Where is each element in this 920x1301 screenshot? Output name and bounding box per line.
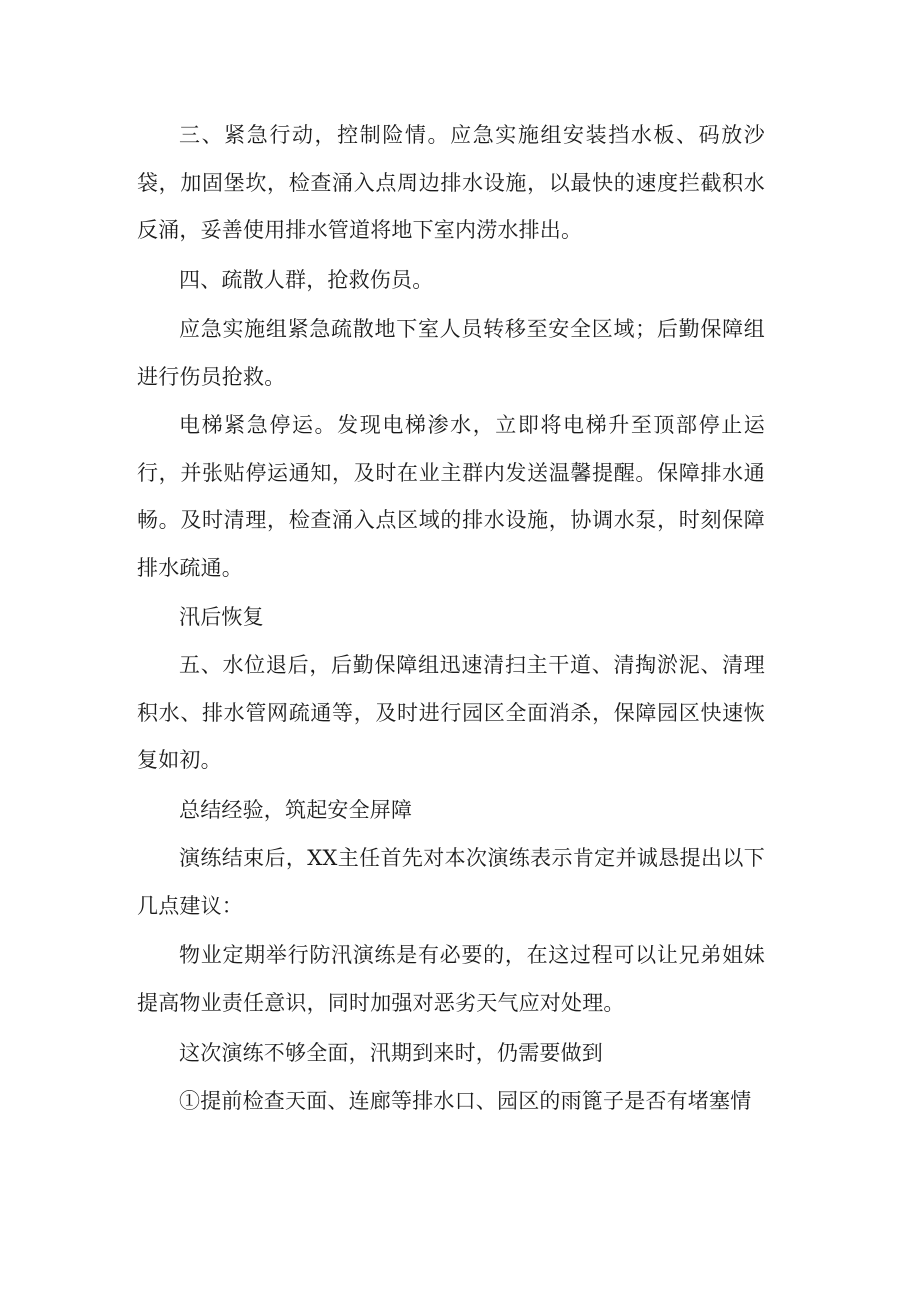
paragraph-recovery: 五、水位退后，后勤保障组迅速清扫主干道、清掏淤泥、清理积水、排水管网疏通等，及时进行园区全面消杀，保障园区快速恢复如初。 [137, 653, 765, 772]
paragraph-regular-drill: 物业定期举行防汛演练是有必要的，在这过程可以让兄弟姐妹提高物业责任意识，同时加强对恶劣天气应对处理。 [137, 943, 765, 1015]
paragraph-evacuation: 应急实施组紧急疏散地下室人员转移至安全区域；后勤保障组进行伤员抢救。 [137, 317, 765, 389]
paragraph-post-flood-heading: 汛后恢复 [179, 605, 264, 629]
paragraph-emergency-action: 三、紧急行动，控制险情。应急实施组安装挡水板、码放沙袋，加固堡坎，检查涌入点周边排水设施，以最快的速度拦截积水反涌，妥善使用排水管道将地下室内涝水排出。 [137, 123, 765, 242]
paragraph-evacuate-heading: 四、疏散人群，抢救伤员。 [179, 268, 434, 292]
paragraph-incomplete-drill: 这次演练不够全面，汛期到来时，仍需要做到 [179, 1041, 603, 1065]
paragraph-elevator-stop: 电梯紧急停运。发现电梯渗水，立即将电梯升至顶部停止运行，并张贴停运通知，及时在业主群内发送温馨提醒。保障排水通畅。及时清理，检查涌入点区域的排水设施，协调水泵，时刻保障排水疏通。 [137, 413, 765, 580]
paragraph-drill-end: 演练结束后，XX主任首先对本次演练表示肯定并诚恳提出以下几点建议： [137, 846, 765, 918]
paragraph-item-one: ①提前检查天面、连廊等排水口、园区的雨篦子是否有堵塞情 [179, 1089, 752, 1113]
paragraph-summary-heading: 总结经验，筑起安全屏障 [179, 798, 413, 822]
